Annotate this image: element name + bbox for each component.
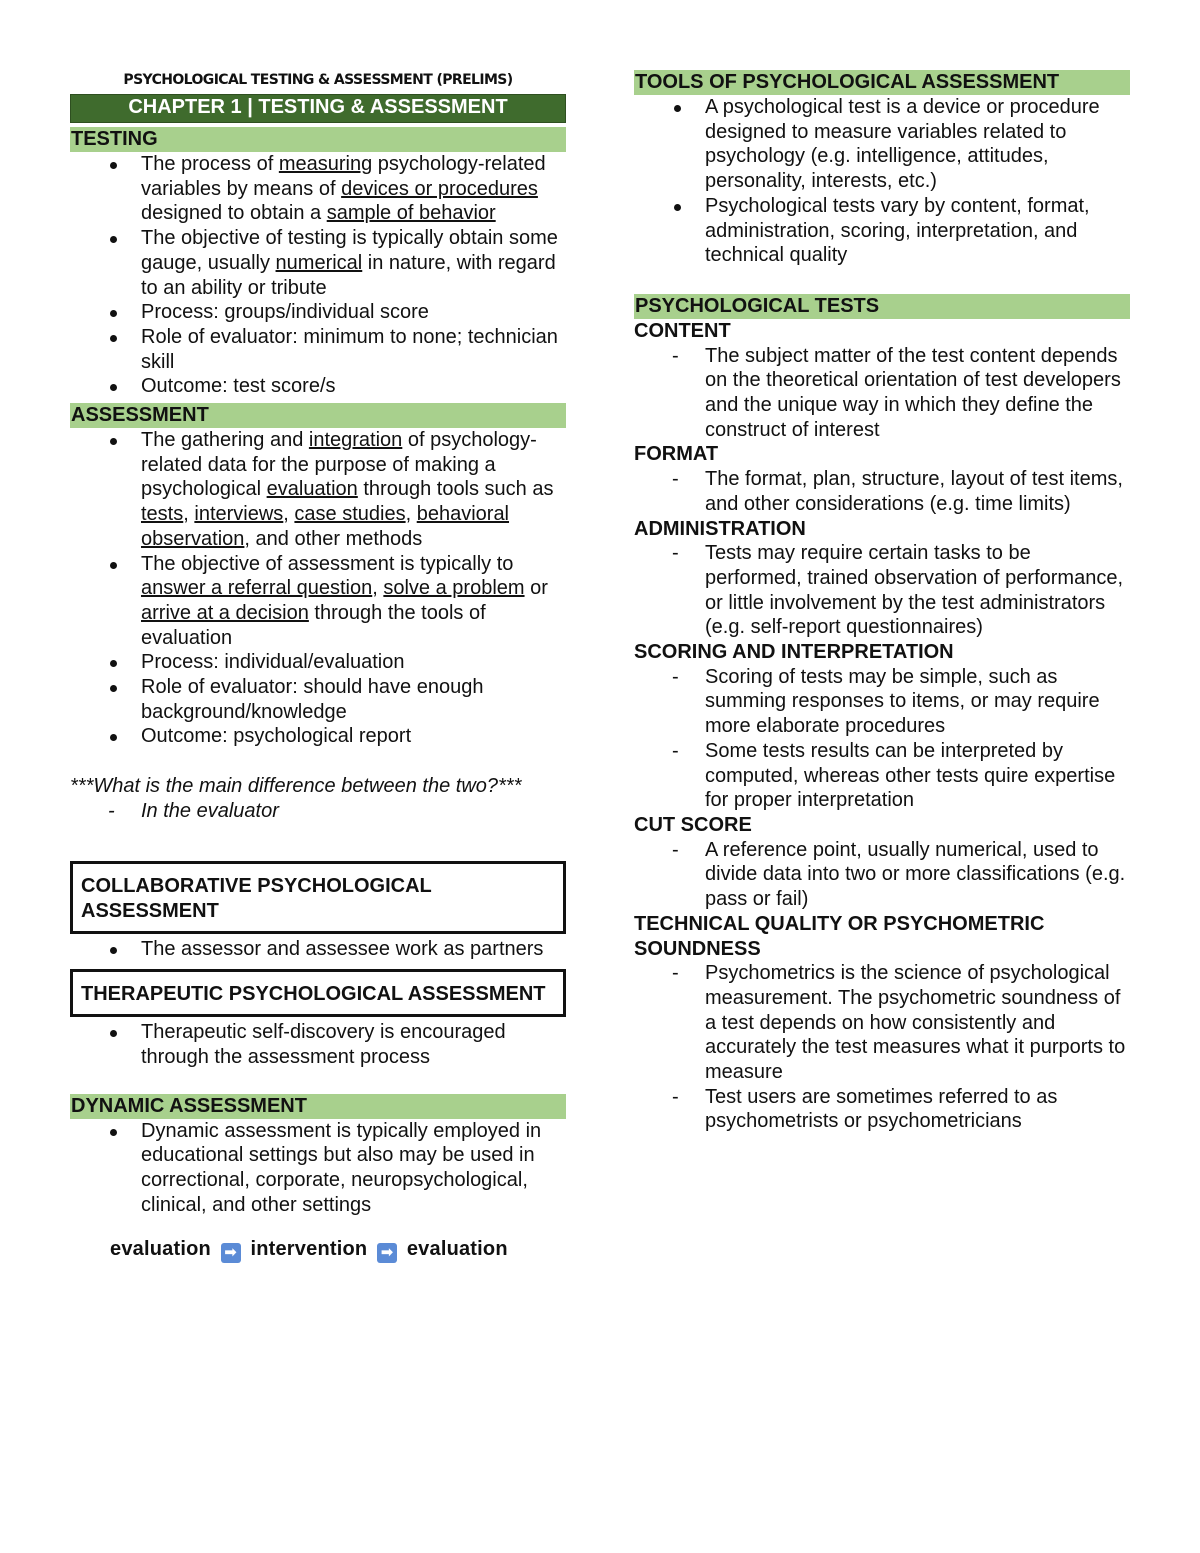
list-item: - Psychometrics is the science of psychological measurement. The psychometric soundness of a test depends on how consistently and accurately the test measures what it purports to measure [634, 961, 1130, 1085]
list-item: Therapeutic self-discovery is encouraged through the assessment process [70, 1020, 566, 1069]
cut-score-list [634, 838, 1130, 912]
difference-answer-list [70, 799, 566, 824]
list-item: Process: groups/individual score [70, 300, 566, 325]
list-item: Outcome: psychological report [70, 724, 566, 749]
list-item: The assessor and assessee work as partners [70, 937, 566, 962]
list-item: The process of measuring psychology-related variables by means of devices or procedures designed to obtain a sample of behavior [70, 152, 566, 226]
chapter-banner: CHAPTER 1 | TESTING & ASSESSMENT [70, 94, 566, 123]
list-item: - Some tests results can be interpreted by computed, whereas other tests quire expertise for proper interpretation [634, 739, 1130, 813]
collaborative-list [70, 937, 566, 962]
assessment-heading: ASSESSMENT [70, 403, 566, 428]
content-label: CONTENT [634, 319, 731, 342]
therapeutic-heading: THERAPEUTIC PSYCHOLOGICAL ASSESSMENT [70, 969, 566, 1017]
list-item: Outcome: test score/s [70, 374, 566, 399]
list-item: Role of evaluator: should have enough background/knowledge [70, 675, 566, 724]
list-item: The objective of testing is typically obtain some gauge, usually numerical in nature, with regard to an ability or tribute [70, 226, 566, 300]
technical-quality-label: TECHNICAL QUALITY OR PSYCHOMETRIC SOUNDNESS [634, 912, 1045, 960]
list-item: - Scoring of tests may be simple, such as summing responses to items, or may require more elaborate procedures [634, 665, 1130, 739]
dynamic-heading: DYNAMIC ASSESSMENT [70, 1094, 566, 1119]
scoring-label: SCORING AND INTERPRETATION [634, 641, 954, 664]
evaluation-flow [110, 1238, 566, 1263]
cut-score-label: CUT SCORE [634, 813, 752, 836]
scoring-list [634, 665, 1130, 813]
administration-label: ADMINISTRATION [634, 517, 806, 540]
list-item: The gathering and integration of psychology-related data for the purpose of making a psychological evaluation through tools such as tests, interviews, case studies, behavioral observation, and other methods [70, 428, 566, 552]
flow-step: intervention [250, 1237, 368, 1260]
format-label: FORMAT [634, 443, 719, 466]
collaborative-heading: COLLABORATIVE PSYCHOLOGICAL ASSESSMENT [70, 861, 566, 934]
list-item: - A reference point, usually numerical, used to divide data into two or more classifications (e.g. pass or fail) [634, 838, 1130, 912]
flow-step: evaluation [406, 1237, 508, 1260]
list-item: - Tests may require certain tasks to be performed, trained observation of performance, or little involvement by the test administrators (e.g. self-report questionnaires) [634, 541, 1130, 640]
list-item: - The format, plan, structure, layout of test items, and other considerations (e.g. time limits) [634, 467, 1130, 516]
right-arrow-icon: ➡ [221, 1243, 241, 1263]
list-item: A psychological test is a device or procedure designed to measure variables related to psychology (e.g. intelligence, attitudes, personality, interests, etc.) [634, 95, 1130, 194]
tools-heading: TOOLS OF PSYCHOLOGICAL ASSESSMENT [634, 70, 1130, 95]
list-item: Psychological tests vary by content, format, administration, scoring, interpretation, and technical quality [634, 194, 1130, 268]
list-item: Role of evaluator: minimum to none; technician skill [70, 325, 566, 374]
difference-answer: - In the evaluator [70, 799, 566, 824]
list-item: - The subject matter of the test content depends on the theoretical orientation of test developers and the unique way in which they define the construct of interest [634, 344, 1130, 443]
administration-list [634, 541, 1130, 640]
document-title: PSYCHOLOGICAL TESTING & ASSESSMENT (PRELIMS) [123, 72, 513, 88]
psychological-tests-heading: PSYCHOLOGICAL TESTS [634, 294, 1130, 319]
testing-list [70, 152, 566, 399]
therapeutic-list [70, 1020, 566, 1069]
dynamic-list [70, 1119, 566, 1218]
list-item: - Test users are sometimes referred to as psychometrists or psychometricians [634, 1085, 1130, 1134]
right-column [634, 70, 1130, 1134]
difference-question: ***What is the main difference between the two?*** [70, 775, 522, 798]
assessment-list [70, 428, 566, 749]
list-item: Dynamic assessment is typically employed in educational settings but also may be used in correctional, corporate, neuropsychological, clinical, and other settings [70, 1119, 566, 1218]
format-list [634, 467, 1130, 516]
list-item: Process: individual/evaluation [70, 650, 566, 675]
content-list [634, 344, 1130, 443]
tools-list [634, 95, 1130, 268]
list-item: The objective of assessment is typically to answer a referral question, solve a problem or arrive at a decision through the tools of evaluation [70, 552, 566, 651]
right-arrow-icon: ➡ [377, 1243, 397, 1263]
flow-step: evaluation [110, 1237, 211, 1260]
testing-heading: TESTING [70, 127, 566, 152]
technical-quality-list [634, 961, 1130, 1134]
left-column [70, 70, 566, 1263]
